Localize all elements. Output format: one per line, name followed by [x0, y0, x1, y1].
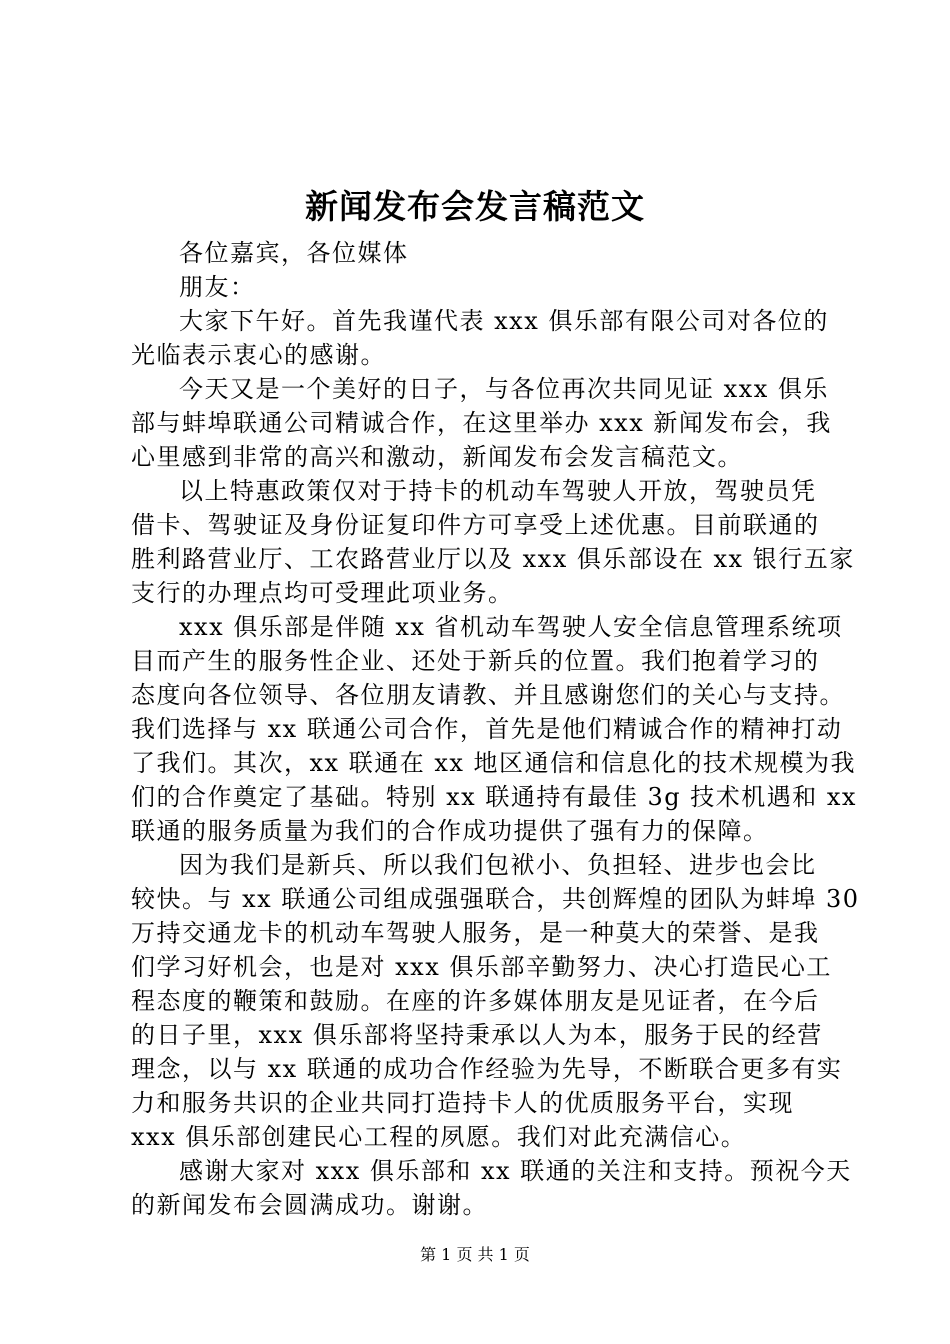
text-line: xxx 俱乐部是伴随 xx 省机动车驾驶人安全信息管理系统项: [179, 613, 843, 641]
page-footer: 第 1 页 共 1 页: [420, 1245, 530, 1264]
text-line: 部与蚌埠联通公司精诚合作，在这里举办 xxx 新闻发布会，我: [131, 409, 832, 437]
text-line: 目而产生的服务性企业、还处于新兵的位置。我们抱着学习的: [131, 647, 820, 675]
text-line: 胜利路营业厅、工农路营业厅以及 xxx 俱乐部设在 xx 银行五家: [131, 545, 855, 573]
text-line: 力和服务共识的企业共同打造持卡人的优质服务平台，实现: [131, 1089, 794, 1117]
text-line: 较快。与 xx 联通公司组成强强联合，共创辉煌的团队为蚌埠 30: [131, 885, 860, 913]
text-line: 光临表示衷心的感谢。: [131, 341, 386, 369]
text-line: 的新闻发布会圆满成功。谢谢。: [131, 1191, 488, 1219]
text-line: 借卡、驾驶证及身份证复印件方可享受上述优惠。目前联通的: [131, 511, 820, 539]
document-title: 新闻发布会发言稿范文: [305, 187, 645, 226]
text-line: 的日子里，xxx 俱乐部将坚持秉承以人为本，服务于民的经营: [131, 1021, 823, 1049]
text-line: 了我们。其次，xx 联通在 xx 地区通信和信息化的技术规模为我: [131, 749, 857, 777]
text-line: 今天又是一个美好的日子，与各位再次共同见证 xxx 俱乐: [179, 375, 829, 403]
text-line: 程态度的鞭策和鼓励。在座的许多媒体朋友是见证者，在今后: [131, 987, 820, 1015]
text-line: xxx 俱乐部创建民心工程的夙愿。我们对此充满信心。: [131, 1123, 747, 1151]
text-line: 朋友：: [179, 273, 256, 301]
document-body: [131, 236, 860, 1222]
text-line: 态度向各位领导、各位朋友请教、并且感谢您们的关心与支持。: [131, 681, 845, 709]
text-line: 各位嘉宾，各位媒体: [179, 239, 409, 267]
text-line: 支行的办理点均可受理此项业务。: [131, 579, 514, 607]
text-line: 们学习好机会，也是对 xxx 俱乐部辛勤努力、决心打造民心工: [131, 953, 832, 981]
text-line: 万持交通龙卡的机动车驾驶人服务，是一种莫大的荣誉、是我: [131, 919, 820, 947]
text-line: 理念，以与 xx 联通的成功合作经验为先导，不断联合更多有实: [131, 1055, 843, 1083]
text-line: 感谢大家对 xxx 俱乐部和 xx 联通的关注和支持。预祝今天: [179, 1157, 852, 1185]
text-line: 因为我们是新兵、所以我们包袱小、负担轻、进步也会比: [179, 851, 817, 879]
text-line: 联通的服务质量为我们的合作成功提供了强有力的保障。: [131, 817, 769, 845]
text-line: 大家下午好。首先我谨代表 xxx 俱乐部有限公司对各位的: [179, 307, 829, 335]
text-line: 我们选择与 xx 联通公司合作，首先是他们精诚合作的精神打动: [131, 715, 843, 743]
text-line: 以上特惠政策仅对于持卡的机动车驾驶人开放，驾驶员凭: [179, 477, 817, 505]
text-line: 们的合作奠定了基础。特别 xx 联通持有最佳 3g 技术机遇和 xx: [131, 783, 857, 811]
text-line: 心里感到非常的高兴和激动，新闻发布会发言稿范文。: [131, 443, 743, 471]
